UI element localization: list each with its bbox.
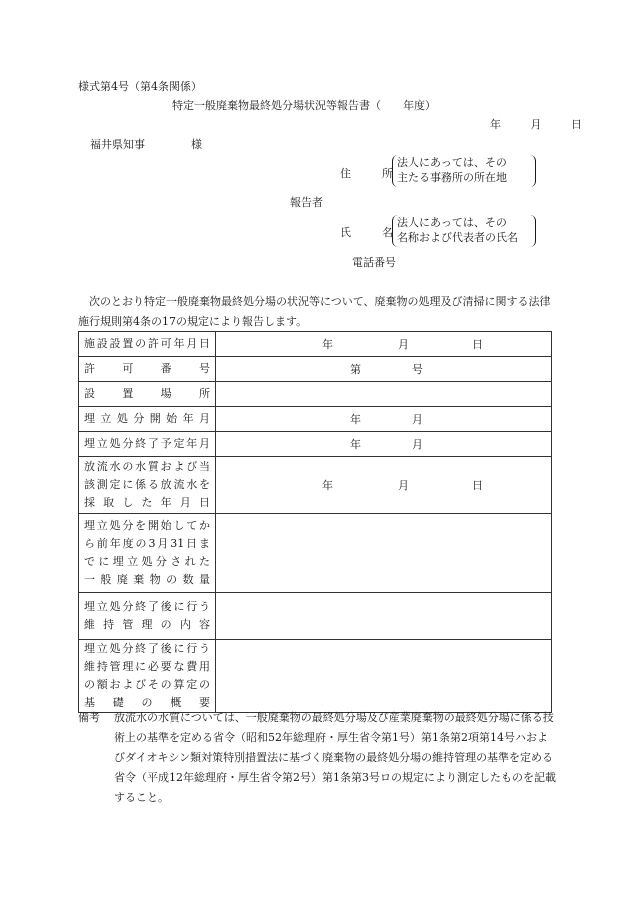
row-label: [79, 407, 216, 432]
table-row: [79, 457, 552, 514]
row-value-field[interactable]: [216, 432, 552, 457]
row-label-line: 埋立処分終了予定年月: [84, 437, 210, 450]
row-value-field[interactable]: [216, 382, 552, 407]
address-note-line-1: 法人にあっては、その: [397, 156, 507, 169]
date-month: 月: [530, 118, 542, 131]
name-label: 氏 名: [340, 226, 403, 239]
row-label-line: 維持管理に必要な費用: [84, 660, 210, 673]
row-label-line: 維持管理の内容: [84, 618, 210, 631]
row-value-unit: 月: [412, 413, 423, 426]
row-value-unit: 月: [398, 338, 409, 351]
table-row: [79, 432, 552, 457]
intro-body: 次のとおり特定一般廃棄物最終処分場の状況等について、廃棄物の処理及び清掃に関する法律施行規則第4条の17の規定により報告します。: [78, 295, 551, 328]
report-date: [448, 118, 582, 132]
addressee-honorific: 様: [191, 138, 202, 151]
row-label-line: 該測定に係る放流水を: [84, 478, 210, 491]
row-value-unit: 日: [472, 479, 483, 492]
reporter-label: 報告者: [290, 196, 323, 209]
row-label-line: の額およびその算定の: [84, 678, 210, 691]
name-note: [392, 215, 536, 247]
row-label-line: 採取した年月日: [84, 496, 210, 509]
row-value-unit: 第: [350, 363, 361, 376]
row-label-line: 放流水の水質および当: [84, 460, 210, 473]
row-label: [79, 593, 216, 640]
name-note-line-1: 法人にあっては、その: [397, 216, 507, 229]
table-row: [79, 640, 552, 713]
row-value-field[interactable]: [216, 357, 552, 382]
row-label-line: 埋立処分終了後に行う: [84, 600, 210, 613]
row-value-unit: 年: [322, 479, 333, 492]
row-value-unit: 年: [350, 438, 361, 451]
date-year: 年: [490, 118, 501, 131]
phone-label: 電話番号: [352, 256, 396, 269]
row-value-unit: 年: [322, 338, 333, 351]
row-label: [79, 514, 216, 593]
row-label: [79, 357, 216, 382]
row-label-line: 許可番号: [84, 362, 210, 375]
row-value-field[interactable]: [216, 457, 552, 514]
row-label-line: 施設設置の許可年月日: [84, 337, 210, 350]
row-value-field[interactable]: [216, 332, 552, 357]
row-label-line: 基礎の概要: [84, 696, 210, 709]
remarks: [78, 708, 558, 808]
table-row: [79, 357, 552, 382]
row-label: [79, 432, 216, 457]
row-value-unit: 月: [412, 438, 423, 451]
address-label: 住 所: [340, 167, 403, 180]
table-row: [79, 407, 552, 432]
row-value-field[interactable]: [216, 514, 552, 593]
table-row: [79, 514, 552, 593]
row-label-line: 設置場所: [84, 387, 210, 400]
row-value-unit: 号: [412, 363, 423, 376]
row-label-line: でに埋立処分された: [84, 555, 210, 568]
page-title: 特定一般廃棄物最終処分場状況等報告書（ 年度）: [172, 99, 436, 112]
table-row: [79, 382, 552, 407]
row-label: [79, 382, 216, 407]
row-label-line: 埋立処分開始年月: [84, 412, 210, 425]
row-value-unit: 月: [398, 479, 409, 492]
row-label-line: 一般廃棄物の数量: [84, 573, 210, 586]
row-label-line: 埋立処分を開始してか: [84, 519, 210, 532]
row-value-field[interactable]: [216, 640, 552, 713]
form-number: 様式第4号（第4条関係）: [78, 80, 202, 93]
intro-text: [78, 292, 552, 332]
remarks-heading: 備考: [78, 711, 100, 724]
addressee-name: 福井県知事: [90, 138, 145, 151]
table-row: [79, 593, 552, 640]
addressee: [90, 138, 202, 152]
row-label: [79, 457, 216, 514]
row-value-unit: 年: [350, 413, 361, 426]
remarks-body: 放流水の水質については、一般廃棄物の最終処分場及び産業廃棄物の最終処分場に係る技術上の基準を定める省令（昭和52年総理府・厚生省令第1号）第1条第2項第14号ハおよびダイオキシン類対策特別措置法に基づく廃棄物の最終処分場の維持管理の基準を定める省令（平成12年総理府・厚生省令第2号）第1条第3号ロの規定により測定したものを記載すること。: [114, 711, 556, 804]
row-label-line: 埋立処分終了後に行う: [84, 642, 210, 655]
address-note: [392, 155, 536, 187]
row-value-field[interactable]: [216, 593, 552, 640]
row-label: [79, 640, 216, 713]
row-label: [79, 332, 216, 357]
date-day: 日: [571, 118, 582, 131]
row-value-unit: 日: [472, 338, 483, 351]
table-row: [79, 332, 552, 357]
row-label-line: ら前年度の3月31日ま: [84, 537, 210, 550]
name-note-line-2: 名称および代表者の氏名: [397, 231, 518, 244]
report-table: [78, 331, 552, 713]
address-note-line-2: 主たる事務所の所在地: [397, 171, 507, 184]
row-value-field[interactable]: [216, 407, 552, 432]
